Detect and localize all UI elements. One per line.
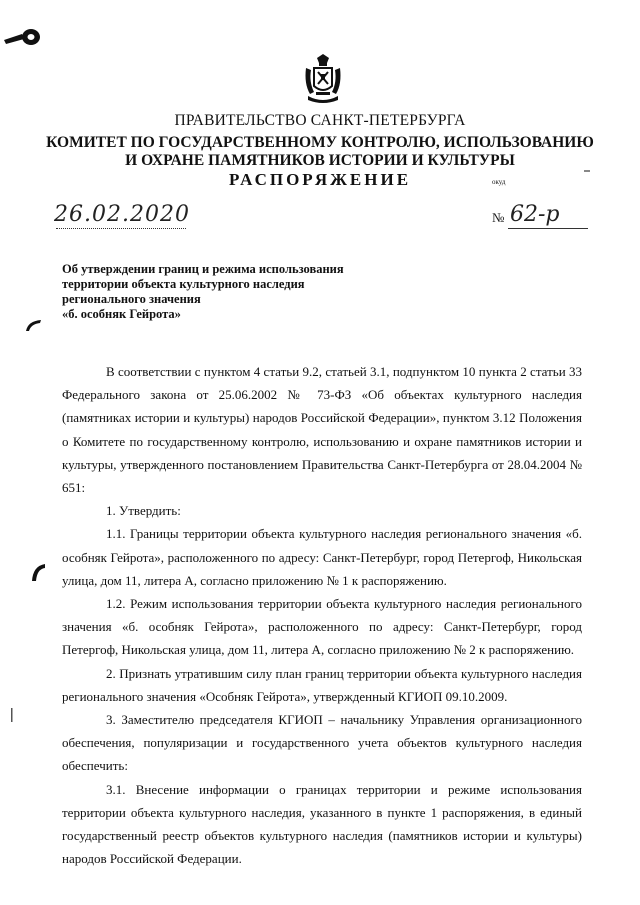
order-body [62,360,582,870]
item-3-1: 3.1. Внесение информации о границах территории и режиме использования территории объекта культурного наследия, указанного в пункте 1 распоряжения, в единый государственный реестр объектов культурного наследия (памятников истории и культуры) народов Российской Федерации. [62,781,582,867]
subject-line3: регионального значения [62,292,201,306]
number-underline [508,228,588,229]
scan-mark-3 [10,708,14,722]
committee-title [0,134,640,170]
committee-title-line2: И ОХРАНЕ ПАМЯТНИКОВ ИСТОРИИ И КУЛЬТУРЫ [125,152,515,169]
document-type: РАСПОРЯЖЕНИЕ [228,170,412,189]
handwritten-number: 62-р [510,202,560,227]
scan-mark-top [4,26,42,48]
okud-label: окуд [492,178,506,186]
date-underline [56,228,186,229]
item-2: 2. Признать утратившим силу план границ территории объекта культурного наследия регионального значения «Особняк Гейрота», утвержденный КГИОП 09.10.2009. [62,665,582,704]
preamble-paragraph: В соответствии с пунктом 4 статьи 9.2, статьей 3.1, подпунктом 10 пункта 2 статьи 33 Федерального закона от 25.06.2002 № 73-ФЗ «Об объектах культурного наследия (памятниках истории и культуры) народов Российской Федерации», пунктом 3.12 Положения о Комитете по государственному контролю, использованию и охране памятников истории и культуры, утвержденного постановлением Правительства Санкт-Петербурга от 28.04.2004 № 651: [62,364,582,496]
government-title: ПРАВИТЕЛЬСТВО САНКТ-ПЕТЕРБУРГА [174,112,466,129]
item-3: 3. Заместителю председателя КГИОП – начальнику Управления организационного обеспечения, популяризации и государственного учета объектов культурного наследия обеспечить: [62,712,582,774]
scan-mark-2 [30,562,46,582]
order-subject [62,262,392,322]
committee-title-line1: КОМИТЕТ ПО ГОСУДАРСТВЕННОМУ КОНТРОЛЮ, ИСПОЛЬЗОВАНИЮ [46,134,594,151]
item-1: 1. Утвердить: [106,503,181,519]
coat-of-arms-emblem [302,54,344,104]
handwritten-date: 26.02.2020 [54,202,190,227]
number-label: № [492,210,505,225]
item-1-2: 1.2. Режим использования территории объекта культурного наследия регионального значения «б. особняк Гейрота», расположенного по адресу: Санкт-Петербург, город Петергоф, Никольская улица, дом 11, литера А, согласно приложению № 2 к распоряжению. [62,596,582,658]
scan-mark-1 [24,318,42,332]
subject-line4: «б. особняк Гейрота» [62,307,181,321]
subject-line1: Об утверждении границ и режима использования [62,262,344,276]
item-1-1: 1.1. Границы территории объекта культурного наследия регионального значения «б. особняк Гейрота», расположенного по адресу: Санкт-Петербург, город Петергоф, Никольская улица, дом 11, литера А, согласно приложению № 1 к распоряжению. [62,526,582,588]
subject-line2: территории объекта культурного наследия [62,277,305,291]
